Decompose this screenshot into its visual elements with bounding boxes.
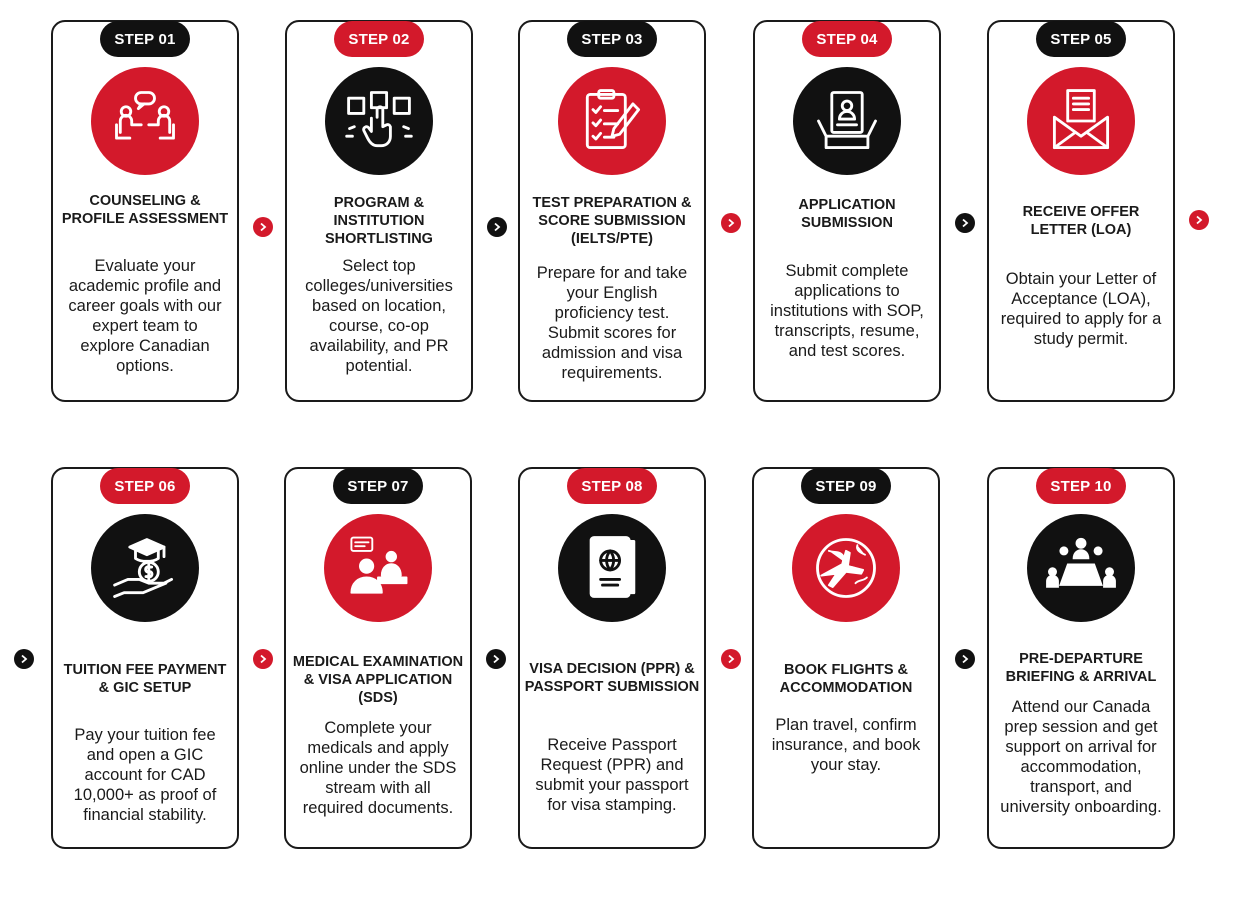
checklist-icon (558, 67, 666, 175)
step-title: COUNSELING & PROFILE ASSESSMENT (61, 193, 229, 227)
step-card-10 (987, 467, 1175, 849)
step-description: Submit complete applications to institutions with SOP, transcripts, resume, and test scores. (770, 262, 924, 360)
next-arrow-icon (1189, 210, 1209, 230)
next-arrow-icon (253, 217, 273, 237)
step-badge: STEP 07 (333, 468, 423, 504)
step-badge: STEP 03 (567, 21, 657, 57)
step-description: Prepare for and take your English proficiency test. Submit scores for admission and visa requirements. (536, 264, 688, 382)
step-badge: STEP 10 (1036, 468, 1126, 504)
next-arrow-icon (487, 217, 507, 237)
step-description: Obtain your Letter of Acceptance (LOA), required to apply for a study permit. (1000, 270, 1162, 348)
next-arrow-icon (253, 649, 273, 669)
tuition-payment-icon (91, 514, 199, 622)
step-badge: STEP 02 (334, 21, 424, 57)
step-badge: STEP 06 (100, 468, 190, 504)
next-arrow-icon (14, 649, 34, 669)
step-title: VISA DECISION (PPR) & PASSPORT SUBMISSION (524, 661, 700, 695)
step-badge: STEP 04 (802, 21, 892, 57)
step-description: Attend our Canada prep session and get support on arrival for accommodation, transport, and university onboarding. (1000, 698, 1162, 816)
step-title: MEDICAL EXAMINATION & VISA APPLICATION (SDS) (292, 654, 464, 706)
step-title: APPLICATION SUBMISSION (798, 197, 896, 231)
selection-icon (325, 67, 433, 175)
step-description: Plan travel, confirm insurance, and book your stay. (771, 716, 921, 774)
meeting-icon (1027, 514, 1135, 622)
step-description: Complete your medicals and apply online under the SDS stream with all required documents. (299, 719, 457, 817)
step-title: BOOK FLIGHTS & ACCOMMODATION (779, 662, 913, 696)
step-description: Evaluate your academic profile and career goals with our expert team to explore Canadian options. (68, 257, 222, 375)
step-card-01 (51, 20, 239, 402)
step-card-06 (51, 467, 239, 849)
application-icon (793, 67, 901, 175)
step-title: TEST PREPARATION & SCORE SUBMISSION (IELTS/PTE) (532, 195, 692, 247)
envelope-icon (1027, 67, 1135, 175)
next-arrow-icon (955, 213, 975, 233)
next-arrow-icon (721, 649, 741, 669)
medical-interview-icon (324, 514, 432, 622)
step-description: Receive Passport Request (PPR) and submit your passport for visa stamping. (535, 736, 689, 814)
next-arrow-icon (721, 213, 741, 233)
step-badge: STEP 09 (801, 468, 891, 504)
step-card-03 (518, 20, 706, 402)
next-arrow-icon (955, 649, 975, 669)
passport-icon (558, 514, 666, 622)
counseling-icon (91, 67, 199, 175)
step-description: Pay your tuition fee and open a GIC account for CAD 10,000+ as proof of financial stability. (73, 726, 217, 824)
globe-plane-icon (792, 514, 900, 622)
step-card-08 (518, 467, 706, 849)
step-card-05 (987, 20, 1175, 402)
step-badge: STEP 05 (1036, 21, 1126, 57)
step-title: PROGRAM & INSTITUTION SHORTLISTING (325, 195, 433, 247)
step-description: Select top colleges/universities based on location, course, co-op availability, and PR potential. (305, 257, 453, 375)
step-card-02 (285, 20, 473, 402)
step-badge: STEP 08 (567, 468, 657, 504)
step-title: PRE-DEPARTURE BRIEFING & ARRIVAL (1005, 651, 1157, 685)
step-title: TUITION FEE PAYMENT & GIC SETUP (63, 662, 227, 696)
next-arrow-icon (486, 649, 506, 669)
step-card-07 (284, 467, 472, 849)
step-card-09 (752, 467, 940, 849)
step-title: RECEIVE OFFER LETTER (LOA) (1022, 204, 1140, 238)
step-badge: STEP 01 (100, 21, 190, 57)
step-card-04 (753, 20, 941, 402)
